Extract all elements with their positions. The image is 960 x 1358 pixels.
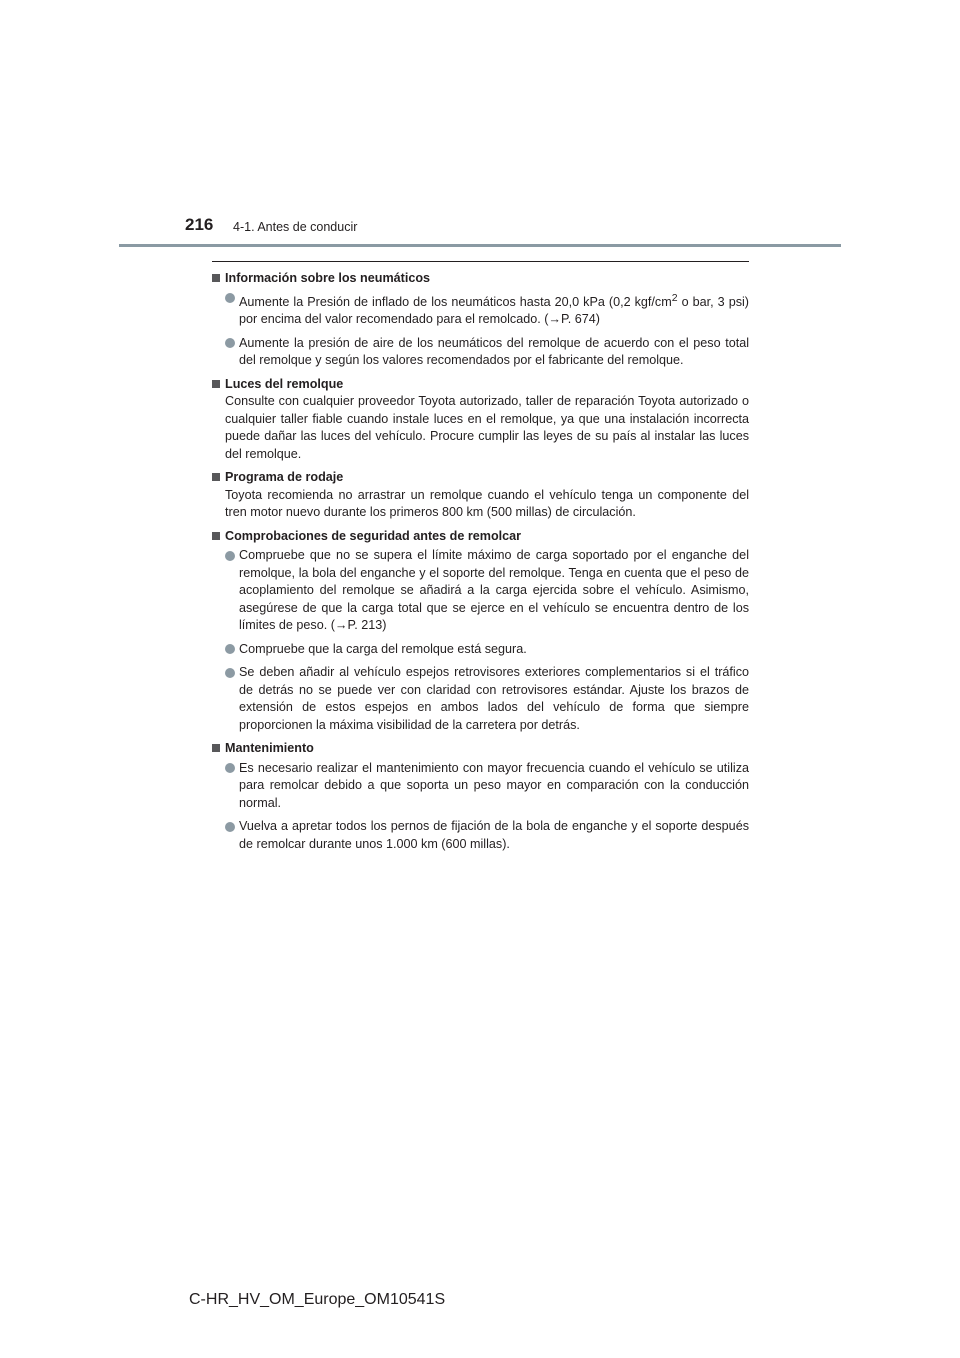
round-bullet-icon <box>225 822 235 832</box>
section-paragraph: Toyota recomienda no arrastrar un remolque cuando el vehículo tenga un componente del tren motor nuevo durante los primeros 800 km (500 millas) de circulación. <box>225 487 749 520</box>
section-title: Luces del remolque <box>225 376 344 391</box>
round-bullet-icon <box>225 668 235 678</box>
square-bullet-icon <box>212 473 220 481</box>
square-bullet-icon <box>212 274 220 282</box>
bullet-text: Aumente la Presión de inflado de los neumáticos hasta 20,0 kPa (0,2 kgf/cm <box>239 294 672 309</box>
bullet-text: Aumente la presión de aire de los neumáticos del remolque de acuerdo con el peso total del remolque y según los valores recomendados por el fabricante del remolque. <box>239 335 749 368</box>
section-safety-checks <box>212 528 749 735</box>
round-bullet-icon <box>225 338 235 348</box>
bullet-text: Vuelva a apretar todos los pernos de fijación de la bola de enganche y el soporte después de remolcar durante unos 1.000 km (600 millas). <box>239 819 749 851</box>
bullet-text: Compruebe que no se supera el límite máximo de carga soportado por el enganche del remolque, la bola del enganche y el soporte del remolque. Tenga en cuenta que el peso de acoplamiento del remolque se añadirá a la carga ejercida sobre el vehículo. Asimismo, asegúrese de que la carga total que se ejerce en el vehículo se encuentra dentro de los límites de peso. (→P. 213) <box>239 548 749 633</box>
bullet-item <box>212 641 749 659</box>
page-number: 216 <box>185 215 214 234</box>
bullet-text-continued: o bar, 3 psi) por encima del valor recomendado para el remolcado. (→P. 674) <box>239 294 749 327</box>
bullet-item <box>212 818 749 853</box>
section-title: Comprobaciones de seguridad antes de remolcar <box>225 528 522 543</box>
square-bullet-icon <box>212 744 220 752</box>
bullet-text: Se deben añadir al vehículo espejos retrovisores exteriores complementarios si el tráfico de detrás no se puede ver con claridad con retrovisores estándar. Ajuste los brazos de extensión de estos espejos en ambos lados del vehículo de forma que siempre proporcionen la máxima visibilidad de la carretera por detrás. <box>239 665 749 732</box>
round-bullet-icon <box>225 644 235 654</box>
section-heading <box>212 270 749 288</box>
section-break-in <box>212 469 749 522</box>
section-heading <box>212 469 749 487</box>
document-code-footer: C-HR_HV_OM_Europe_OM10541S <box>189 1291 446 1308</box>
bullet-item <box>212 335 749 370</box>
bullet-item <box>212 547 749 635</box>
section-heading <box>212 740 749 758</box>
square-bullet-icon <box>212 532 220 540</box>
section-maintenance <box>212 740 749 853</box>
section-title: Mantenimiento <box>225 741 314 756</box>
round-bullet-icon <box>225 551 235 561</box>
section-tire-info <box>212 270 749 370</box>
bullet-item <box>212 760 749 813</box>
bullet-text: Es necesario realizar el mantenimiento con mayor frecuencia cuando el vehículo se utiliza para remolcar debido a que soporta un peso mayor en comparación con la conducción normal. <box>239 760 749 810</box>
square-bullet-icon <box>212 380 220 388</box>
header-divider <box>119 244 841 247</box>
superscript: 2 <box>671 291 678 304</box>
content-divider <box>212 261 749 262</box>
page-content <box>212 270 749 859</box>
section-title: Programa de rodaje <box>225 470 344 485</box>
section-trailer-lights <box>212 376 749 464</box>
bullet-item <box>212 290 749 329</box>
section-heading <box>212 376 749 394</box>
section-title: Información sobre los neumáticos <box>225 271 431 285</box>
section-heading <box>212 528 749 546</box>
section-paragraph: Consulte con cualquier proveedor Toyota autorizado, taller de reparación Toyota autorizado o cualquier taller fiable cuando instale luces en el remolque, ya que una instalación incorrecta puede dañar las luces del vehículo. Procure cumplir las leyes de su país al instalar las luces del remolque. <box>225 394 749 461</box>
bullet-text: Compruebe que la carga del remolque está segura. <box>239 641 527 656</box>
bullet-item <box>212 664 749 734</box>
round-bullet-icon <box>225 293 235 303</box>
round-bullet-icon <box>225 763 235 773</box>
section-reference: 4-1. Antes de conducir <box>233 220 358 234</box>
